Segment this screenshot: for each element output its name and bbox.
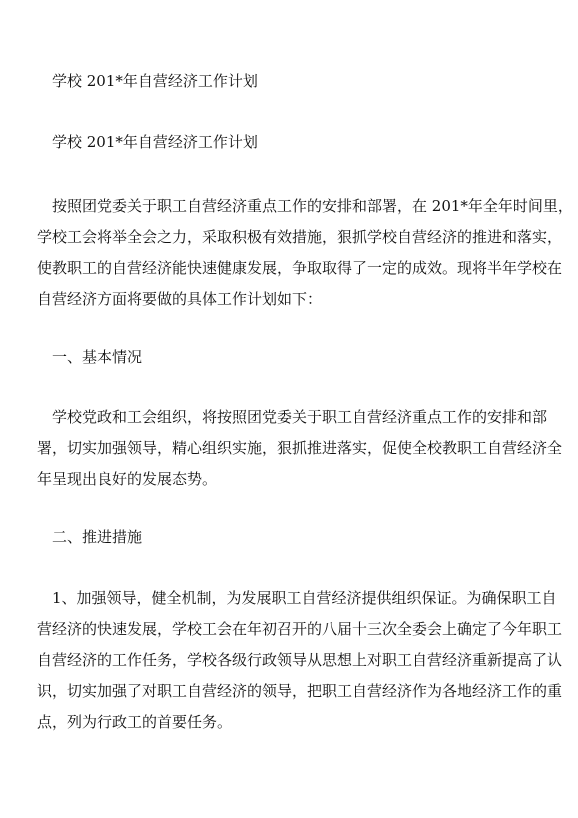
document-title-first: 学校 201*年自营经济工作计划 (52, 72, 258, 90)
document-title-second: 学校 201*年自营经济工作计划 (52, 133, 258, 151)
section1-line: 学校党政和工会组织，将按照团党委关于职工自营经济重点工作的安排和部 (52, 408, 548, 426)
section1-line: 年呈现出良好的发展态势。 (37, 470, 218, 488)
section2-line: 营经济的快速发展，学校工会在年初召开的八届十三次全委会上确定了今年职工 (37, 620, 563, 638)
section2-line: 点，列为行政工的首要任务。 (37, 713, 233, 731)
intro-line: 学校工会将举全会之力，采取积极有效措施，狠抓学校自营经济的推进和落实， (37, 228, 563, 246)
section1-line: 署，切实加强领导，精心组织实施，狠抓推进落实，促使全校教职工自营经济全 (37, 439, 563, 457)
section-heading-basic-situation: 一、基本情况 (52, 348, 143, 366)
section2-line: 自营经济的工作任务，学校各级行政领导从思想上对职工自营经济重新提高了认 (37, 651, 563, 669)
section2-line: 1、加强领导，健全机制，为发展职工自营经济提供组织保证。为确保职工自 (52, 589, 557, 607)
section-heading-measures: 二、推进措施 (52, 528, 143, 546)
intro-line: 使教职工的自营经济能快速健康发展，争取取得了一定的成效。现将半年学校在 (37, 259, 563, 277)
section2-line: 识，切实加强了对职工自营经济的领导，把职工自营经济作为各地经济工作的重 (37, 682, 563, 700)
intro-line: 按照团党委关于职工自营经济重点工作的安排和部署，在 201*年全年时间里， (52, 197, 573, 215)
intro-line: 自营经济方面将要做的具体工作计划如下： (37, 290, 323, 308)
